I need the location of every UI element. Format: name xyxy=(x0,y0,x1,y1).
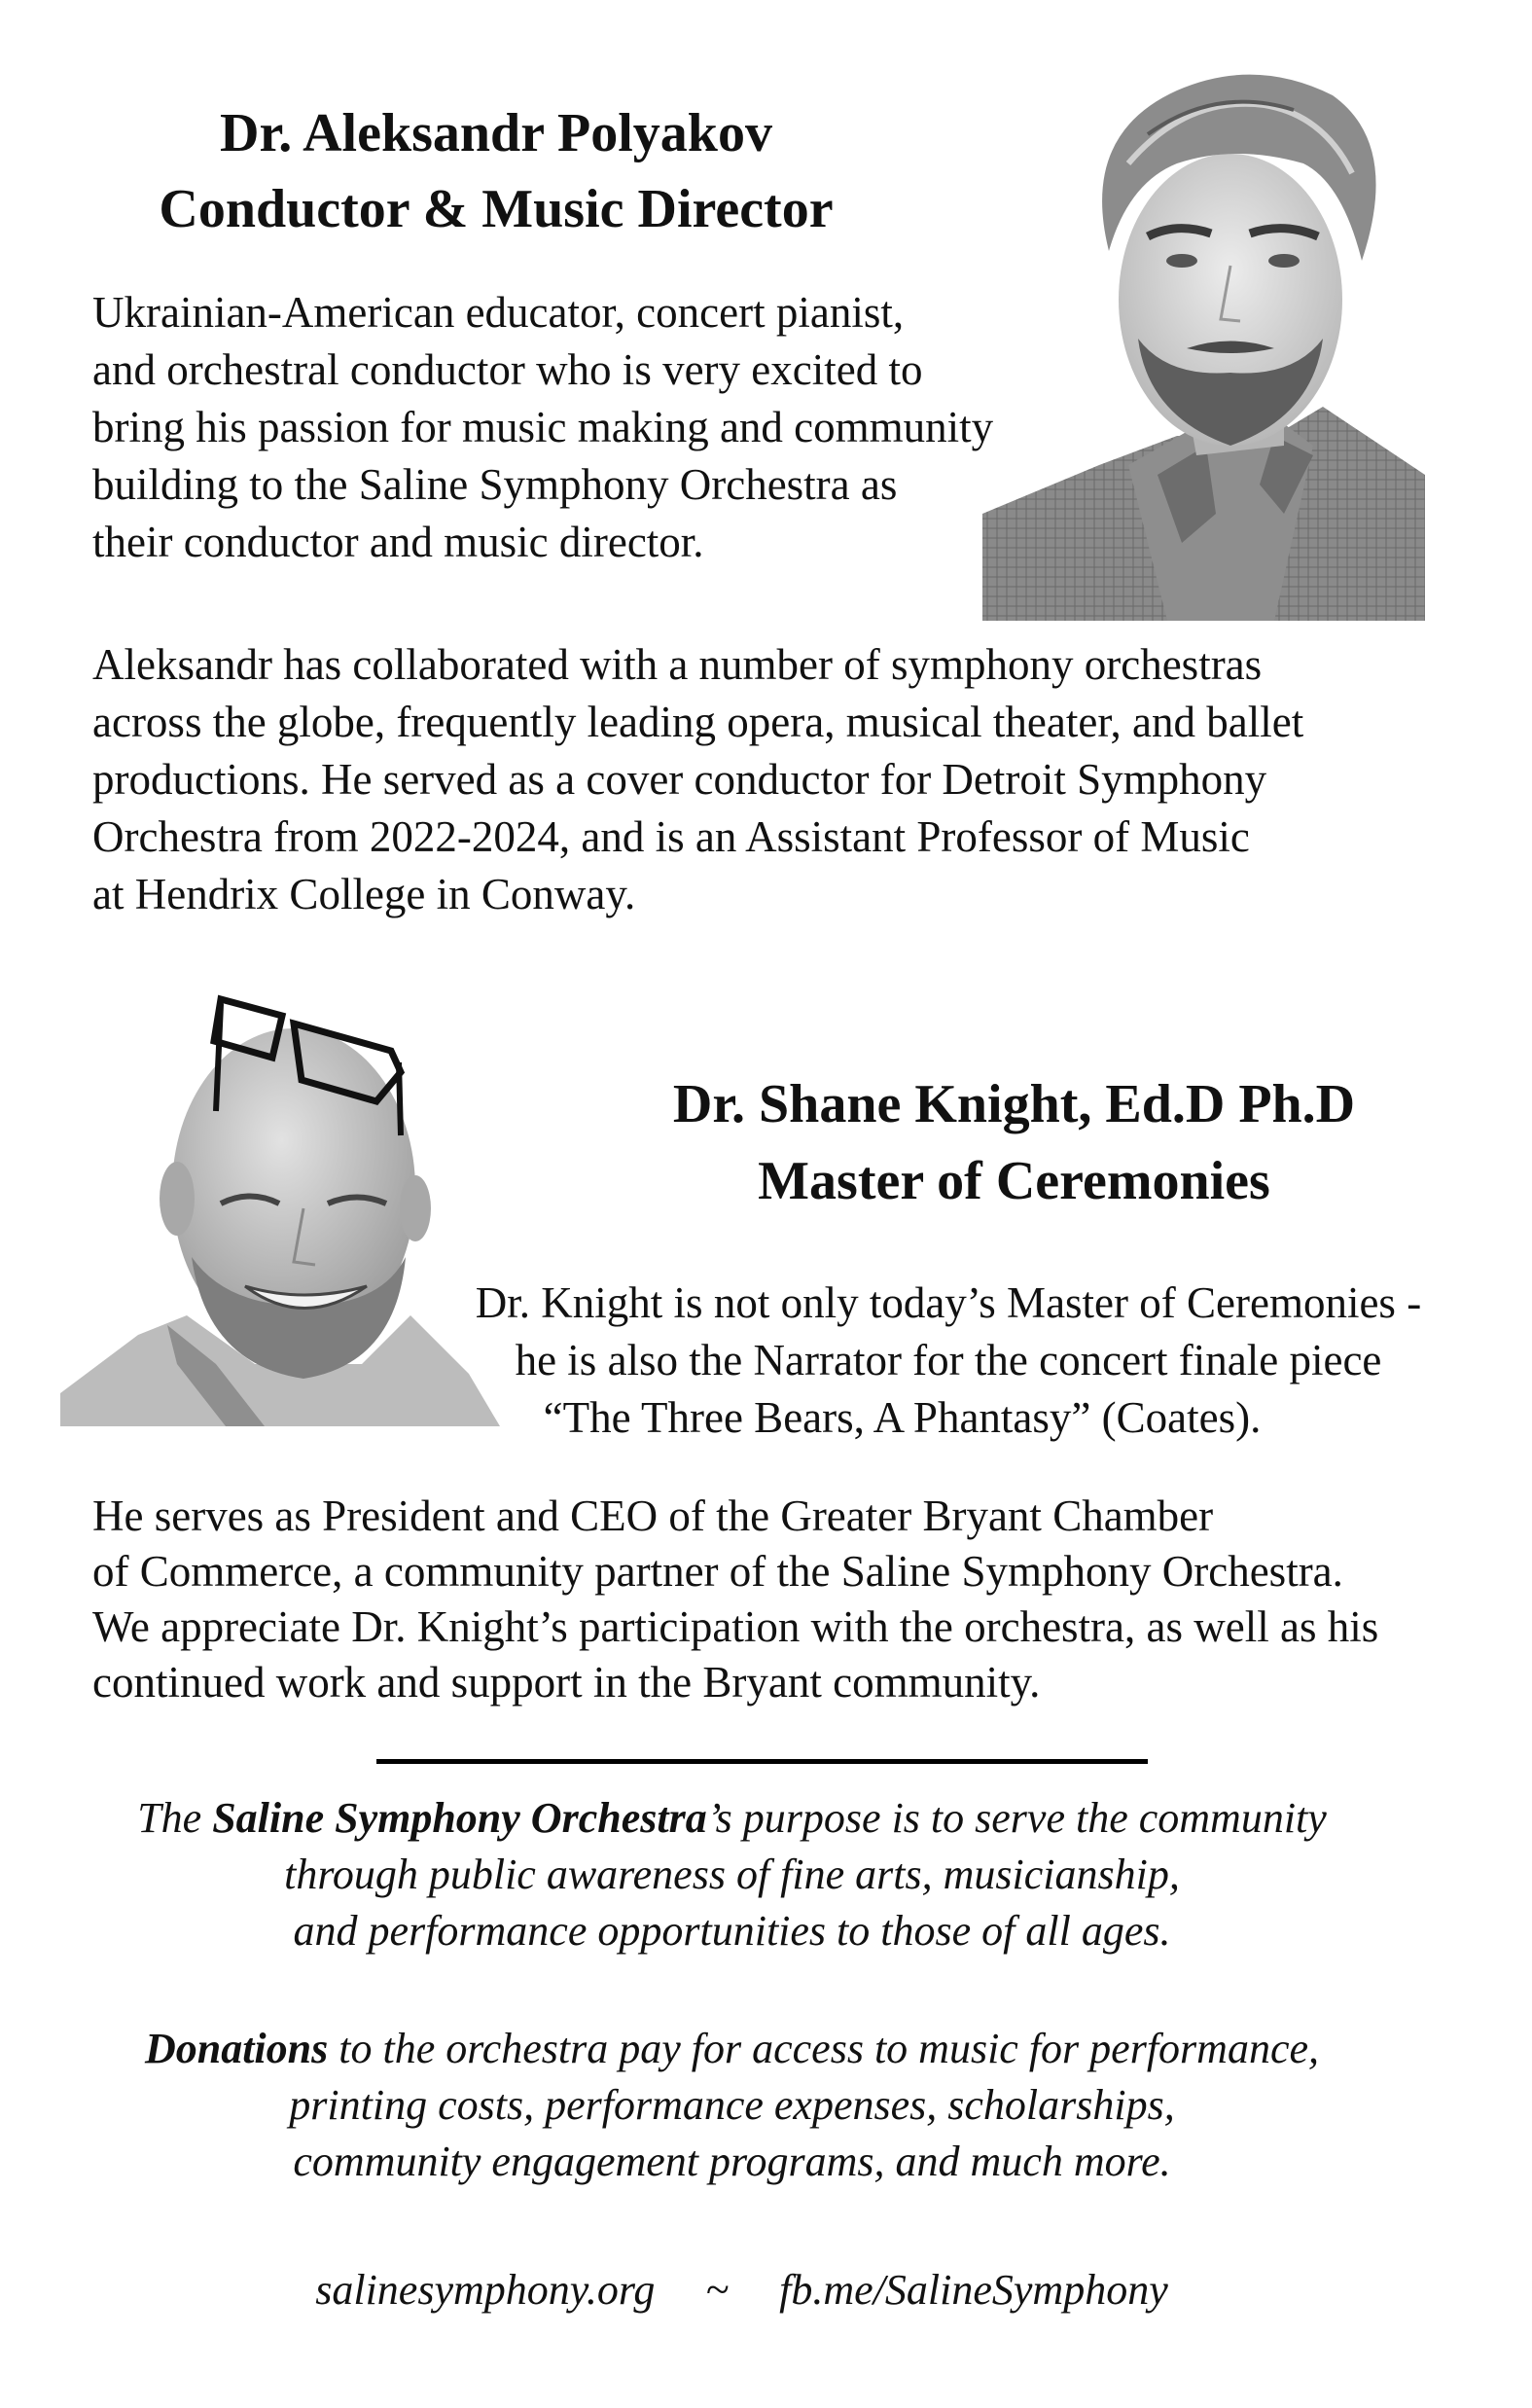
bio-line: Aleksandr has collaborated with a number of symphony orchestras xyxy=(92,640,1263,689)
bio-line: bring his passion for music making and community xyxy=(92,403,994,451)
mission-the: The xyxy=(137,1794,213,1842)
bio-line: continued work and support in the Bryant community. xyxy=(92,1658,1041,1707)
bio-line: their conductor and music director. xyxy=(92,518,704,566)
bio-line: and orchestral conductor who is very excited to xyxy=(92,345,923,394)
footer-links xyxy=(0,2262,1508,2318)
emcee-intro xyxy=(438,1275,1459,1447)
mission-line: and performance opportunities to those of all ages. xyxy=(293,1907,1171,1955)
orchestra-name: Saline Symphony Orchestra xyxy=(212,1794,707,1842)
mission-rest: ’s purpose is to serve the community xyxy=(706,1794,1327,1842)
separator: ~ xyxy=(705,2266,730,2314)
bio-line: Orchestra from 2022-2024, and is an Assistant Professor of Music xyxy=(92,812,1250,861)
bio-line: of Commerce, a community partner of the Saline Symphony Orchestra. xyxy=(92,1547,1343,1596)
bio-line: building to the Saline Symphony Orchestra as xyxy=(92,460,898,509)
facebook-link[interactable]: fb.me/SalineSymphony xyxy=(779,2266,1168,2314)
conductor-bio-intro xyxy=(92,284,993,571)
website-link[interactable]: salinesymphony.org xyxy=(315,2266,656,2314)
emcee-name: Dr. Shane Knight, Ed.D Ph.D xyxy=(672,1074,1356,1134)
conductor-role: Conductor & Music Director xyxy=(159,179,834,239)
portrait-photo-icon xyxy=(982,56,1425,621)
conductor-photo xyxy=(982,56,1425,621)
donations-line: printing costs, performance expenses, scholarships, xyxy=(289,2081,1175,2129)
mission-statement xyxy=(0,1790,1498,1959)
mission-line: through public awareness of fine arts, musicianship, xyxy=(284,1851,1180,1898)
bio-line: Ukrainian-American educator, concert pianist, xyxy=(92,288,905,337)
bio-line: productions. He served as a cover conductor for Detroit Symphony xyxy=(92,755,1267,804)
emcee-bio xyxy=(92,1489,1378,1710)
conductor-name: Dr. Aleksandr Polyakov xyxy=(220,103,772,163)
bio-line: He serves as President and CEO of the Greater Bryant Chamber xyxy=(92,1492,1214,1540)
donations-line: community engagement programs, and much more. xyxy=(293,2138,1171,2185)
conductor-bio-detail xyxy=(92,636,1303,923)
donations-label: Donations xyxy=(144,2025,329,2072)
intro-line: Dr. Knight is not only today’s Master of Ceremonies - xyxy=(475,1278,1422,1327)
donations-statement xyxy=(0,2021,1498,2190)
portrait-photo-icon xyxy=(60,994,500,1426)
emcee-role: Master of Ceremonies xyxy=(758,1151,1270,1211)
section-divider xyxy=(376,1759,1148,1764)
emcee-photo xyxy=(60,994,500,1426)
bio-line: across the globe, frequently leading opera, musical theater, and ballet xyxy=(92,698,1304,746)
bio-line: We appreciate Dr. Knight’s participation with the orchestra, as well as his xyxy=(92,1602,1379,1651)
conductor-heading xyxy=(58,95,934,247)
intro-line: he is also the Narrator for the concert finale piece xyxy=(515,1336,1382,1384)
donations-line xyxy=(0,2021,1498,2077)
emcee-heading xyxy=(584,1066,1444,1220)
mission-line xyxy=(0,1790,1498,1847)
footer-line xyxy=(0,2262,1508,2318)
bio-line: at Hendrix College in Conway. xyxy=(92,870,636,918)
donations-rest: to the orchestra pay for access to music for performance, xyxy=(328,2025,1320,2072)
intro-line: “The Three Bears, A Phantasy” (Coates). xyxy=(543,1393,1262,1442)
